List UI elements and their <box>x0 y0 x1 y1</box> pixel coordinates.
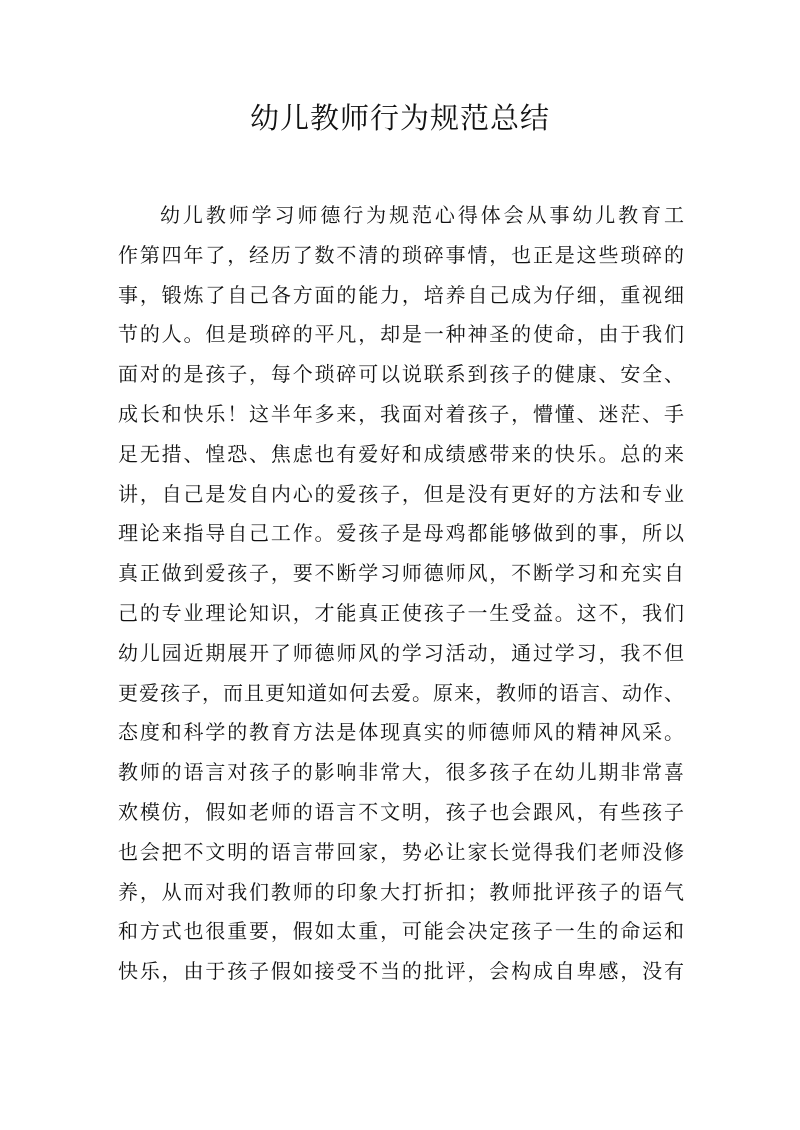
body-line: 快乐，由于孩子假如接受不当的批评，会构成自卑感，没有 <box>118 959 684 984</box>
document-body <box>118 196 684 992</box>
body-line: 真正做到爱孩子，要不断学习师德师风，不断学习和充实自 <box>118 561 684 586</box>
body-line: 理论来指导自己工作。爱孩子是母鸡都能够做到的事，所以 <box>118 521 684 546</box>
body-line: 养，从而对我们教师的印象大打折扣；教师批评孩子的语气 <box>118 879 684 904</box>
body-line: 态度和科学的教育方法是体现真实的师德师风的精神风采。 <box>118 720 684 745</box>
body-line: 节的人。但是琐碎的平凡，却是一种神圣的使命，由于我们 <box>118 322 684 347</box>
document-title: 幼儿教师行为规范总结 <box>249 101 550 135</box>
body-line: 更爱孩子，而且更知道如何去爱。原来，教师的语言、动作、 <box>118 680 684 705</box>
body-line: 教师的语言对孩子的影响非常大，很多孩子在幼儿期非常喜 <box>118 760 684 785</box>
body-line: 幼儿教师学习师德行为规范心得体会从事幼儿教育工 <box>160 203 684 227</box>
body-line: 讲，自己是发自内心的爱孩子，但是没有更好的方法和专业 <box>118 481 684 506</box>
body-line: 欢模仿，假如老师的语言不文明，孩子也会跟风，有些孩子 <box>118 799 684 824</box>
body-line: 幼儿园近期展开了师德师风的学习活动，通过学习，我不但 <box>118 640 684 665</box>
body-line: 作第四年了，经历了数不清的琐碎事情，也正是这些琐碎的 <box>118 242 684 267</box>
body-line: 成长和快乐！这半年多来，我面对着孩子，懵懂、迷茫、手 <box>118 401 684 426</box>
body-line: 事，锻炼了自己各方面的能力，培养自己成为仔细，重视细 <box>118 282 684 307</box>
body-line: 和方式也很重要，假如太重，可能会决定孩子一生的命运和 <box>118 919 684 944</box>
body-line: 足无措、惶恐、焦虑也有爱好和成绩感带来的快乐。总的来 <box>118 441 684 466</box>
body-line: 己的专业理论知识，才能真正使孩子一生受益。这不，我们 <box>118 600 684 625</box>
body-line: 面对的是孩子，每个琐碎可以说联系到孩子的健康、安全、 <box>118 362 684 387</box>
body-line: 也会把不文明的语言带回家，势必让家长觉得我们老师没修 <box>118 839 684 864</box>
